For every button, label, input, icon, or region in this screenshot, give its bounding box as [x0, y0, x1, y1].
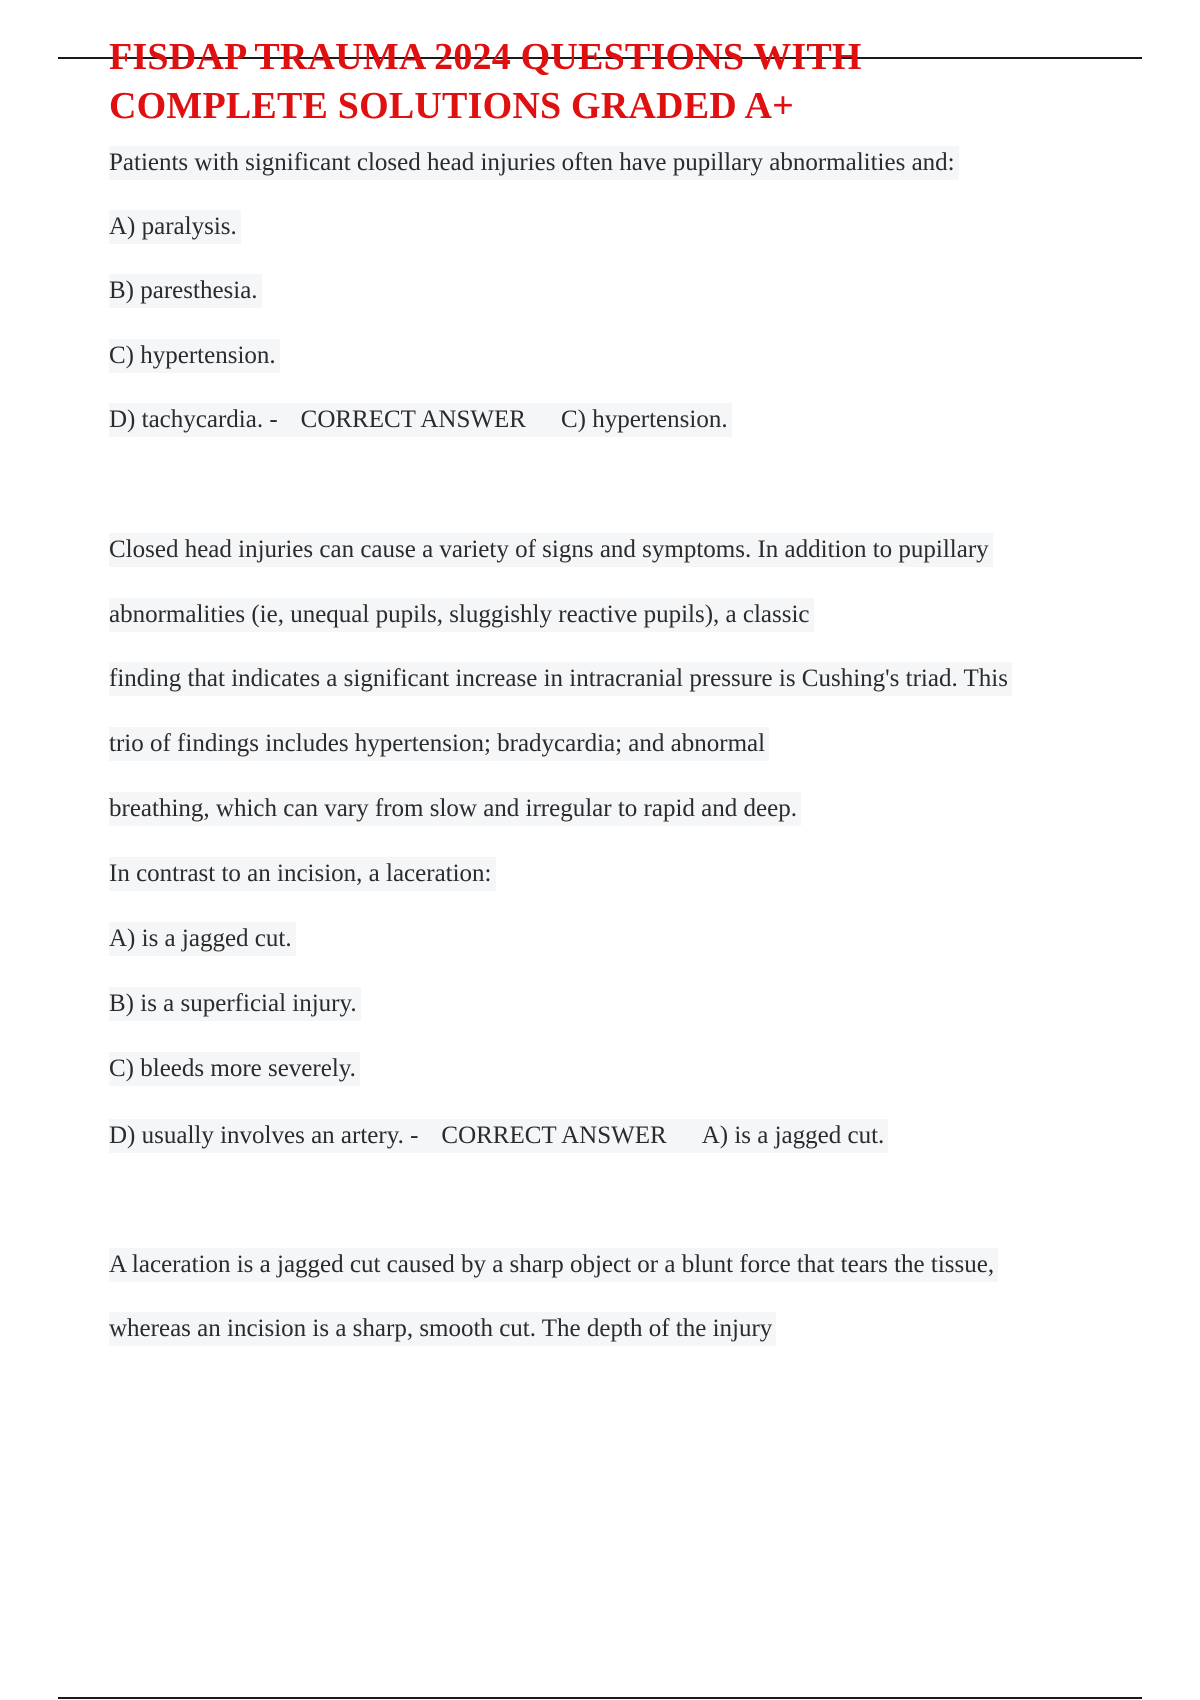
question-2-explanation-line: A laceration is a jagged cut caused by a sharp object or a blunt force that tears the tissue, — [109, 1248, 998, 1282]
question-2-option-d: D) usually involves an artery. - — [109, 1122, 419, 1149]
question-1-option-a: A) paralysis. — [109, 210, 241, 244]
question-2-option-b: B) is a superficial injury. — [109, 987, 361, 1021]
question-2-option-a: A) is a jagged cut. — [109, 922, 296, 956]
footer-rule — [58, 1697, 1142, 1699]
question-1-option-b: B) paresthesia. — [109, 274, 262, 308]
document-title — [109, 33, 1109, 131]
question-1-option-c: C) hypertension. — [109, 339, 280, 373]
title-line-1: FISDAP TRAUMA 2024 QUESTIONS WITH — [109, 36, 862, 78]
question-1-option-d: D) tachycardia. - — [109, 406, 278, 433]
question-2-answer-label: CORRECT ANSWER — [441, 1122, 667, 1149]
question-1-option-d-row — [109, 403, 732, 437]
title-line-2: COMPLETE SOLUTIONS GRADED A+ — [109, 85, 794, 127]
question-1-explanation-line: Closed head injuries can cause a variety of signs and symptoms. In addition to pupillary — [109, 533, 993, 567]
question-2-explanation-line: whereas an incision is a sharp, smooth cut. The depth of the injury — [109, 1312, 776, 1346]
question-2-option-d-row — [109, 1119, 888, 1153]
question-1-explanation-line: finding that indicates a significant increase in intracranial pressure is Cushing's triad. This — [109, 662, 1012, 696]
question-1-answer: C) hypertension. — [560, 406, 728, 433]
question-1-answer-label: CORRECT ANSWER — [300, 406, 526, 433]
question-2-option-c: C) bleeds more severely. — [109, 1052, 360, 1086]
question-2-answer: A) is a jagged cut. — [701, 1122, 885, 1149]
question-1-explanation-line: trio of findings includes hypertension; bradycardia; and abnormal — [109, 727, 769, 761]
question-1-explanation-line: abnormalities (ie, unequal pupils, sluggishly reactive pupils), a classic — [109, 598, 814, 632]
question-2-text: In contrast to an incision, a laceration: — [109, 857, 496, 891]
question-1-explanation-line: breathing, which can vary from slow and irregular to rapid and deep. — [109, 792, 801, 826]
question-1-text: Patients with significant closed head injuries often have pupillary abnormalities and: — [109, 146, 959, 180]
